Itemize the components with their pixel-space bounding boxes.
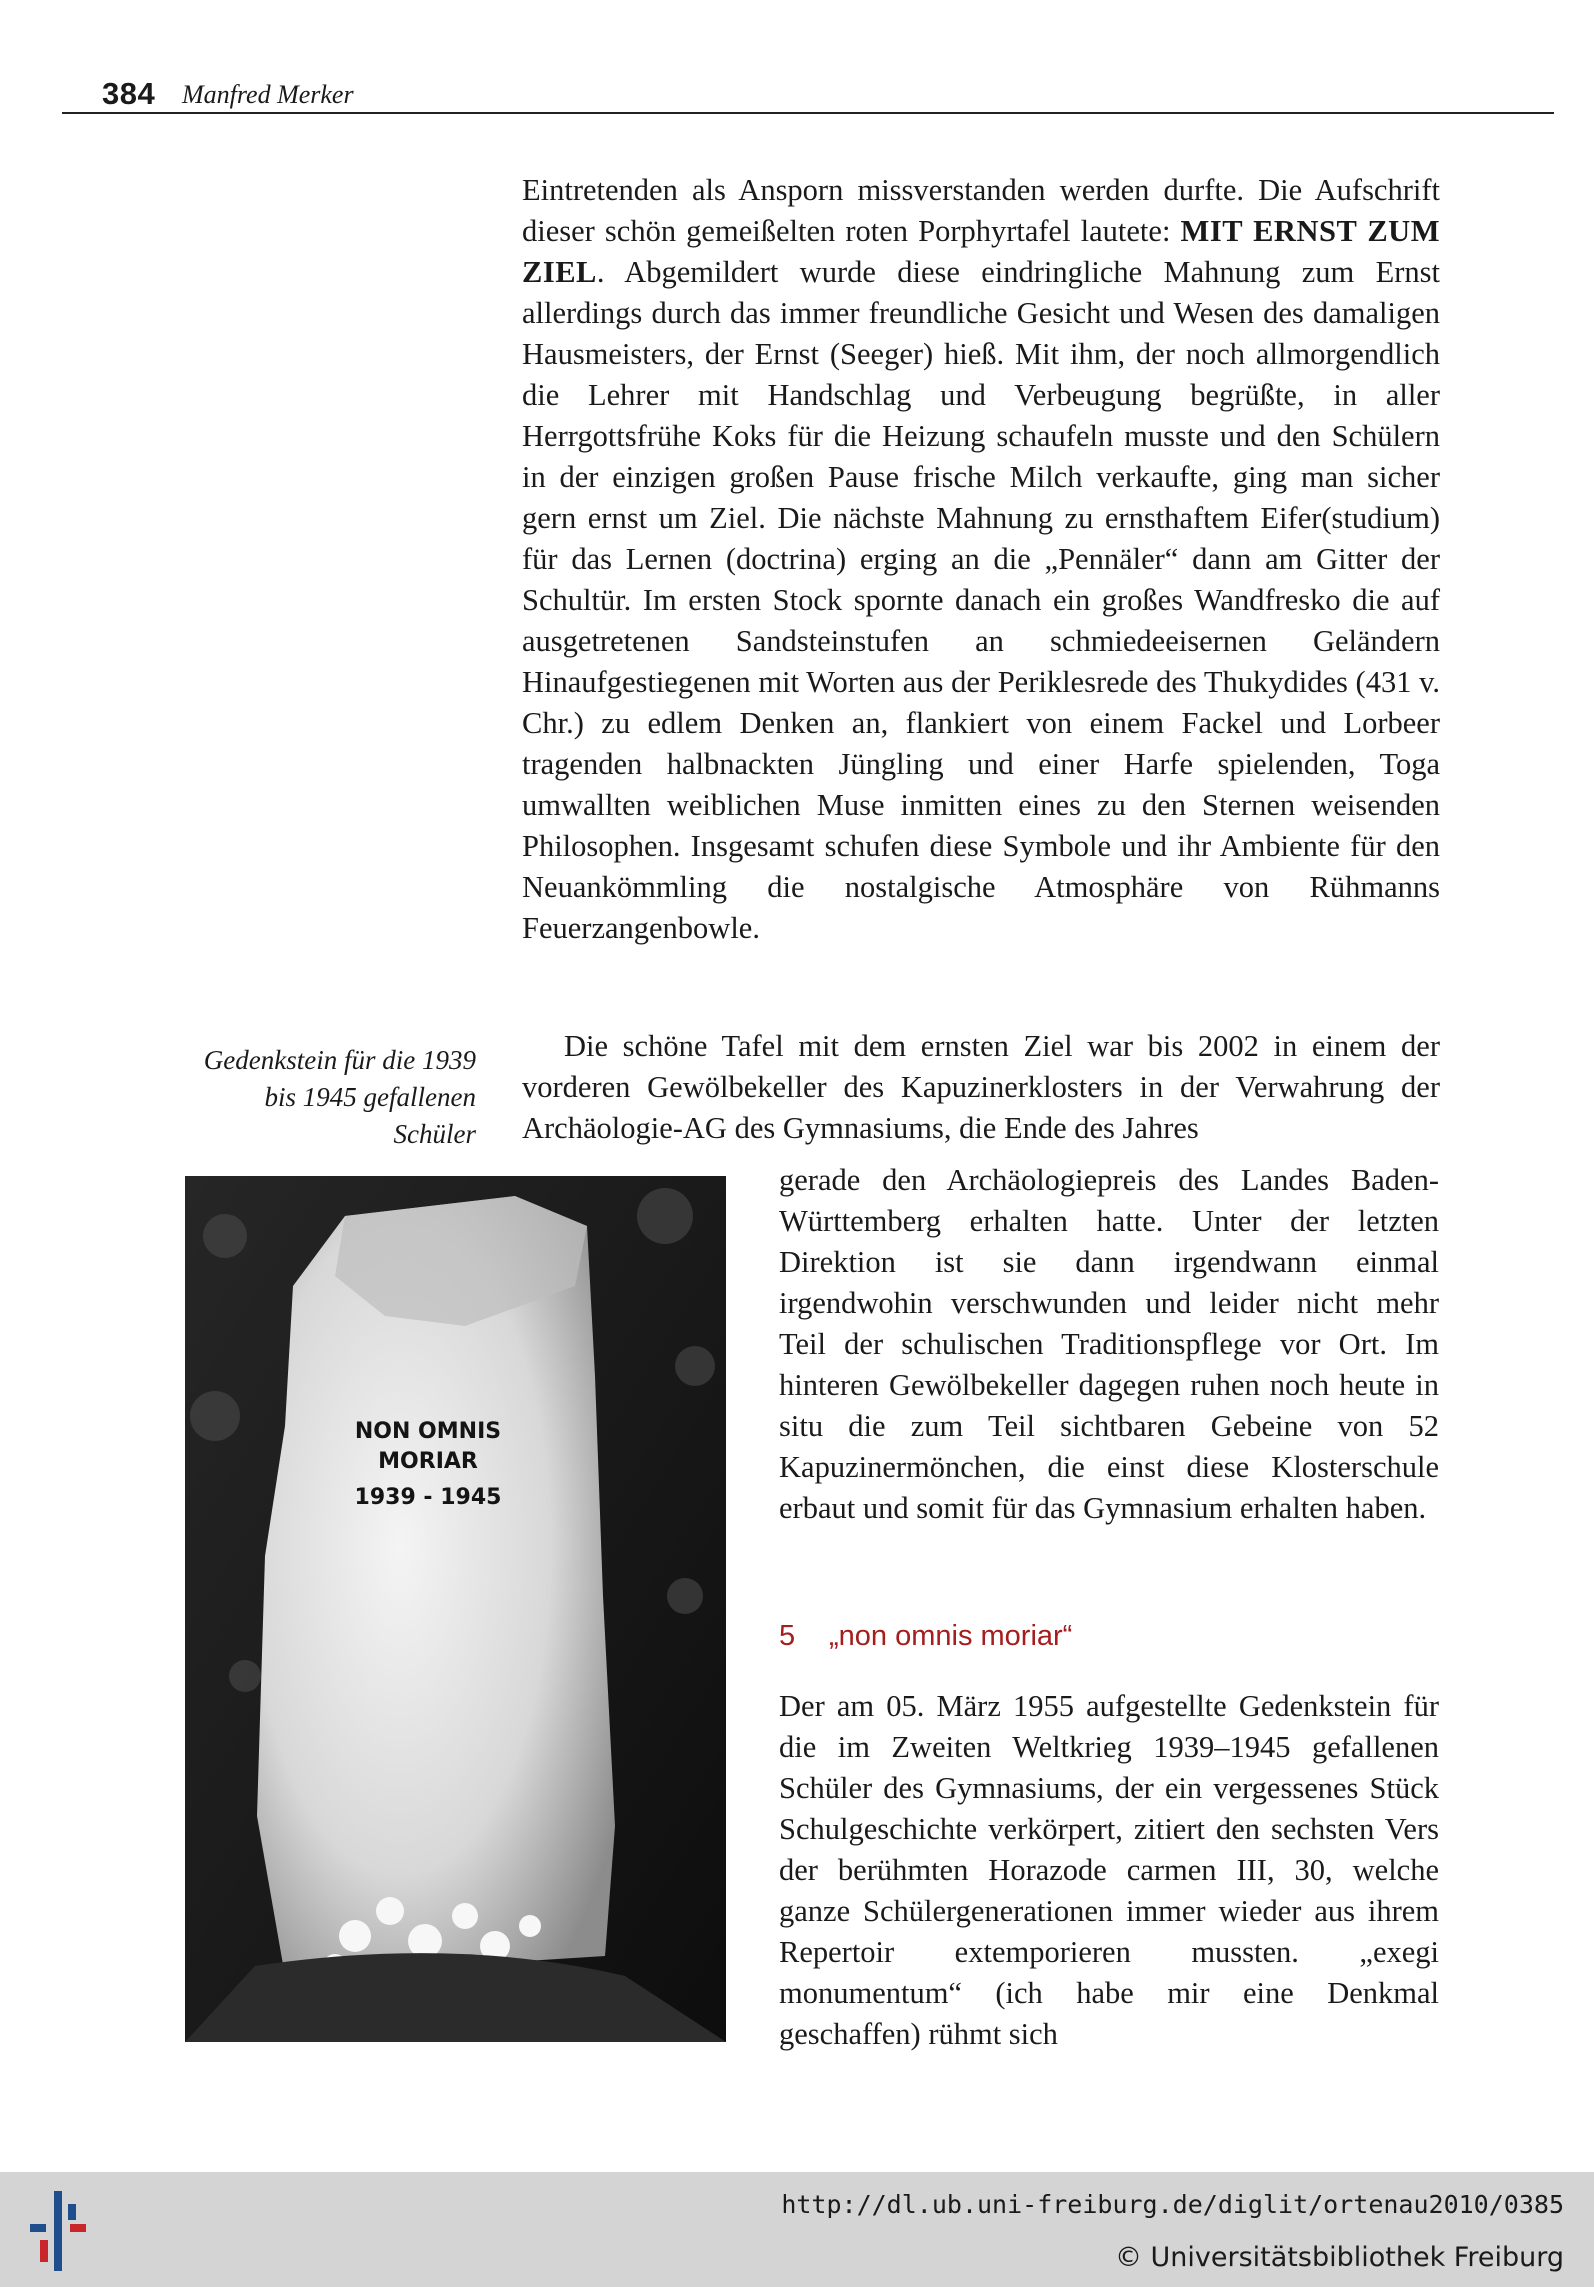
running-head-author: Manfred Merker <box>182 80 354 109</box>
page-number: 384 <box>102 76 156 111</box>
figure-caption: Gedenkstein für die 1939 bis 1945 gefallenen Schüler <box>203 1045 476 1149</box>
stone-inscription-line2: MORIAR <box>378 1449 478 1474</box>
stone-inscription-line3: 1939 - 1945 <box>354 1485 502 1510</box>
page-header <box>62 72 1554 114</box>
library-logo-icon <box>18 2186 98 2276</box>
body-paragraph-top <box>522 170 1440 949</box>
footer-bar <box>0 2172 1594 2287</box>
section-number: 5 <box>779 1620 796 1652</box>
paragraph-text: . Abgemildert wurde diese eindringliche Mahnung zum Ernst allerdings durch das immer freundliche Gesicht und Wesen des damaligen Hausmeisters, der Ernst (Seeger) hieß. Mit ihm, der noch allmorgendlich die Lehrer mit Handschlag und Verbeugung begrüßte, in aller Herrgottsfrühe Koks für die Heizung schaufeln musste und den Schülern in der einzigen großen Pause frische Milch verkaufte, ging man sicher gern ernst um Ziel. Die nächste Mahnung zu ernsthaftem Eifer(studium) für das Lernen (doctrina) erging an die „Pennäler“ dann am Gitter der Schultür. Im ersten Stock spornte danach ein großes Wandfresko die auf ausgetretenen Sandsteinstufen an schmiedeeisernen Geländern Hinaufgestiegenen mit Worten aus der Periklesrede des Thukydides (431 v. Chr.) zu edlem Denken an, flankiert von einem Fackel und Lorbeer tragenden halbnackten Jüngling und einer Harfe spielenden, Toga umwallten weiblichen Muse inmitten eines zu den Sternen weisenden Philosophen. Insgesamt schufen diese Symbole und ihr Ambiente für den Neuankömmling die nostalgische Atmosphäre von Rühmanns Feuerzangenbowle. <box>522 255 1440 945</box>
section-paragraph: Der am 05. März 1955 aufgestellte Gedenkstein für die im Zweiten Weltkrieg 1939–1945 gefallenen Schüler des Gymnasiums, der ein vergessenes Stück Schulgeschichte verkörpert, zitiert den sechsten Vers der berühmten Horazode carmen III, 30, welche ganze Schülergenerationen immer wieder aus ihrem Repertoir extemporieren mussten. „exegi monumentum“ (ich habe mir eine Denkmal geschaffen) rühmt sich <box>779 1689 1439 2051</box>
stone-inscription-line1: NON OMNIS <box>354 1419 502 1444</box>
source-url-link[interactable]: http://dl.ub.uni-freiburg.de/diglit/ortenau2010/0385 <box>781 2190 1564 2219</box>
copyright-notice: © Universitätsbibliothek Freiburg <box>1114 2242 1564 2273</box>
section-title: „non omnis moriar“ <box>829 1620 1073 1652</box>
body-paragraph-middle-wide: Die schöne Tafel mit dem ernsten Ziel war bis 2002 in einem der vorderen Gewölbekeller des Kapuzinerklosters in der Verwahrung der Archäologie-AG des Gymnasiums, die Ende des Jahres <box>522 1029 1440 1145</box>
paragraph-text: Eintretenden als Ansporn missverstanden werden durfte. Die Aufschrift dieser schön gemeißelten roten Porphyrtafel lautete: <box>522 173 1440 248</box>
section-heading <box>779 1620 1072 1653</box>
memorial-stone-photo <box>185 1176 726 2042</box>
body-paragraph-middle-narrow: gerade den Archäologiepreis des Landes Baden-Württemberg erhalten hatte. Unter der letzten Direktion ist sie dann irgendwann einmal irgendwohin verschwunden und leider nicht mehr Teil der schulischen Traditionspflege vor Ort. Im hinteren Gewölbekeller dagegen ruhen noch heute in situ die zum Teil sichtbaren Gebeine von 52 Kapuzinermönchen, die einst diese Klosterschule erbaut und somit für das Gymnasium erhalten haben. <box>779 1163 1439 1525</box>
inscription-text: MIT ERNST ZUM ZIEL <box>522 214 1440 289</box>
